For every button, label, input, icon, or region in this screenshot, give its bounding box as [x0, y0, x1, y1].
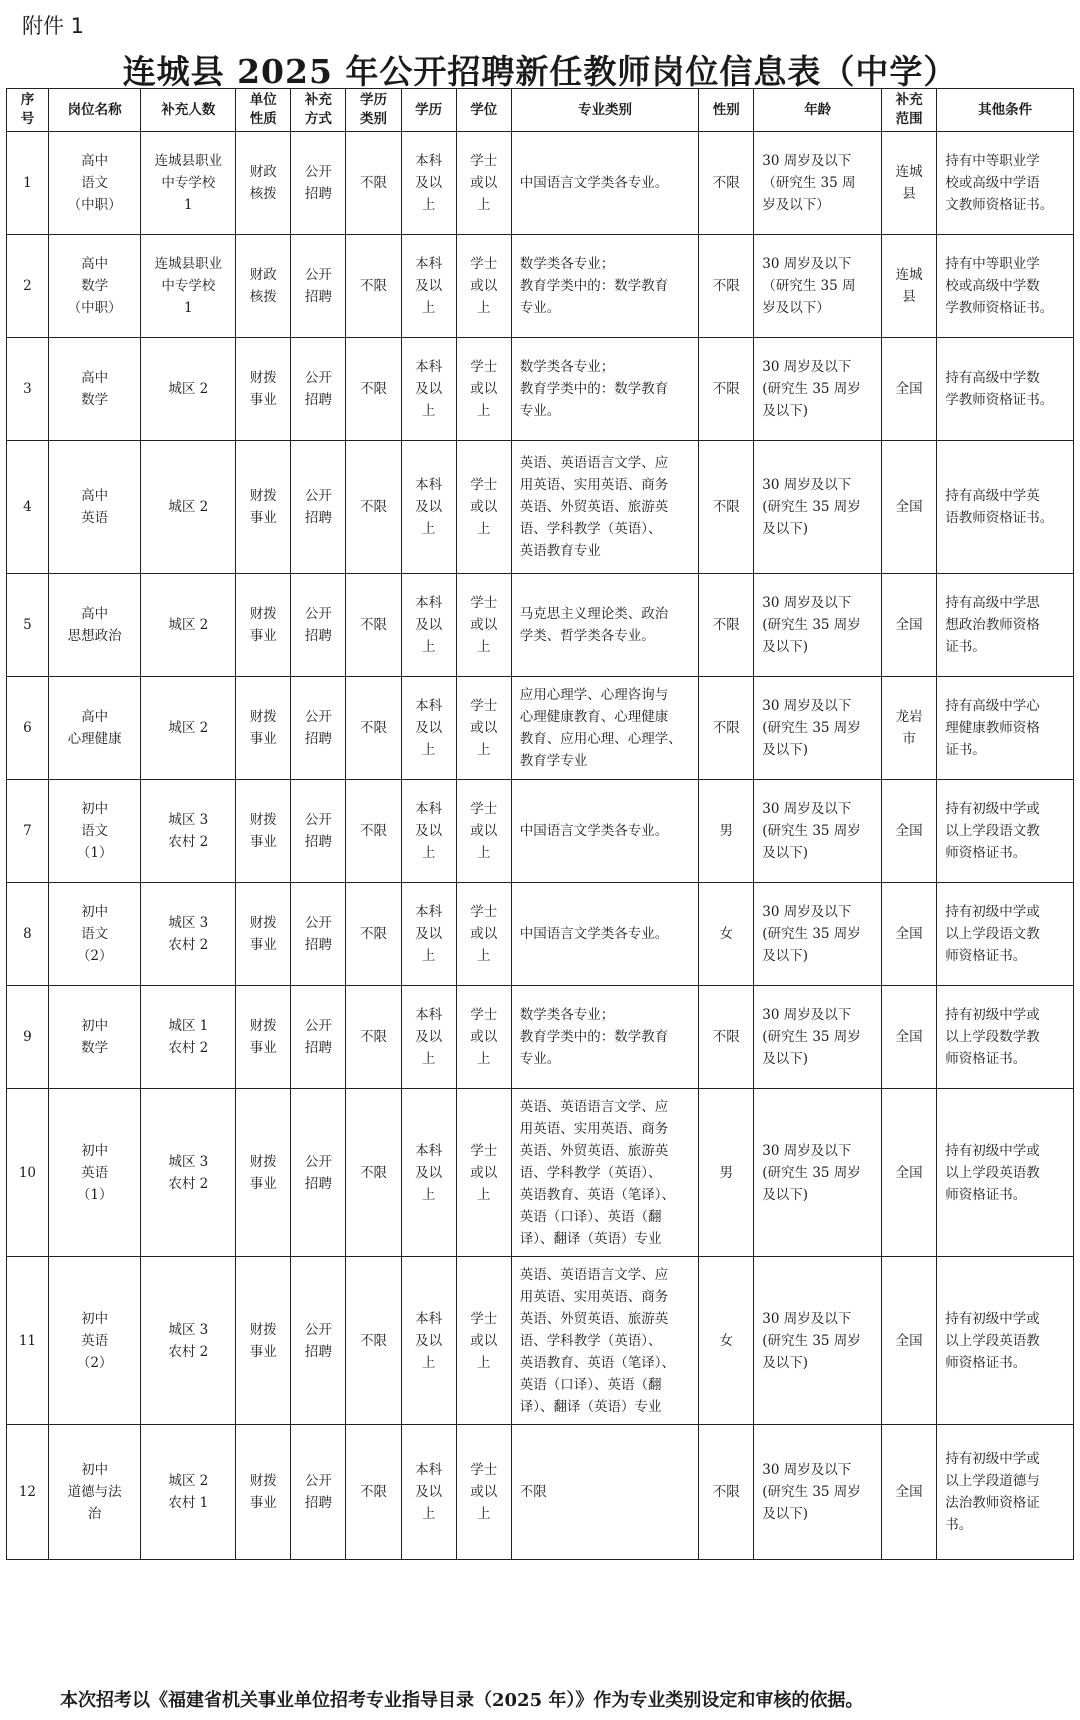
- cell-degree: 学士 或以 上: [456, 441, 511, 574]
- cell-no: 2: [7, 235, 49, 338]
- cell-major: 数学类各专业； 教育学类中的：数学教育 专业。: [511, 338, 698, 441]
- cell-nature: 财拨 事业: [236, 338, 291, 441]
- cell-edu: 本科 及以 上: [401, 883, 456, 986]
- cell-other: 持有初级中学或 以上学段语文教 师资格证书。: [937, 883, 1074, 986]
- table-row: [7, 1425, 1074, 1560]
- cell-edu-type: 不限: [346, 1425, 401, 1560]
- cell-major: 数学类各专业； 教育学类中的：数学教育 专业。: [511, 235, 698, 338]
- cell-degree: 学士 或以 上: [456, 883, 511, 986]
- cell-degree: 学士 或以 上: [456, 780, 511, 883]
- table-row: [7, 780, 1074, 883]
- cell-degree: 学士 或以 上: [456, 1425, 511, 1560]
- cell-edu-type: 不限: [346, 986, 401, 1089]
- table-row: [7, 1089, 1074, 1257]
- cell-edu: 本科 及以 上: [401, 132, 456, 235]
- cell-age: 30 周岁及以下 (研究生 35 周岁 及以下): [754, 338, 882, 441]
- cell-method: 公开 招聘: [291, 235, 346, 338]
- cell-age: 30 周岁及以下 （研究生 35 周 岁及以下）: [754, 235, 882, 338]
- cell-major: 不限: [511, 1425, 698, 1560]
- cell-degree: 学士 或以 上: [456, 338, 511, 441]
- cell-other: 持有初级中学或 以上学段英语教 师资格证书。: [937, 1089, 1074, 1257]
- cell-gender: 女: [699, 1257, 754, 1425]
- cell-gender: 女: [699, 883, 754, 986]
- cell-major: 英语、英语语言文学、应 用英语、实用英语、商务 英语、外贸英语、旅游英 语、学科教学（英语）、 英语教育、英语（笔译）、 英语（口译）、英语（翻 译）、翻译（英语）专业: [511, 1089, 698, 1257]
- cell-other: 持有高级中学数 学教师资格证书。: [937, 338, 1074, 441]
- col-header-degree: 学位: [456, 89, 511, 132]
- col-header-nature: 单位 性质: [236, 89, 291, 132]
- table-header-row: [7, 89, 1074, 132]
- cell-post: 初中 英语 （1）: [48, 1089, 141, 1257]
- cell-other: 持有中等职业学 校或高级中学语 文教师资格证书。: [937, 132, 1074, 235]
- cell-nature: 财拨 事业: [236, 883, 291, 986]
- cell-edu: 本科 及以 上: [401, 986, 456, 1089]
- cell-other: 持有初级中学或 以上学段英语教 师资格证书。: [937, 1257, 1074, 1425]
- table-row: [7, 235, 1074, 338]
- cell-method: 公开 招聘: [291, 1257, 346, 1425]
- cell-post: 初中 语文 （1）: [48, 780, 141, 883]
- cell-scope: 全国: [882, 1425, 937, 1560]
- cell-edu-type: 不限: [346, 132, 401, 235]
- cell-no: 7: [7, 780, 49, 883]
- cell-age: 30 周岁及以下 (研究生 35 周岁 及以下): [754, 883, 882, 986]
- cell-nature: 财拨 事业: [236, 574, 291, 677]
- cell-scope: 全国: [882, 1257, 937, 1425]
- cell-scope: 全国: [882, 1089, 937, 1257]
- col-header-method: 补充 方式: [291, 89, 346, 132]
- cell-method: 公开 招聘: [291, 1425, 346, 1560]
- cell-method: 公开 招聘: [291, 780, 346, 883]
- cell-edu: 本科 及以 上: [401, 677, 456, 780]
- cell-method: 公开 招聘: [291, 1089, 346, 1257]
- table-row: [7, 132, 1074, 235]
- footnote: 本次招考以《福建省机关事业单位招考专业指导目录（2025 年）》作为专业类别设定和审核的依据。: [60, 1690, 864, 1711]
- cell-gender: 不限: [699, 441, 754, 574]
- cell-major: 应用心理学、心理咨询与 心理健康教育、心理健康 教育、应用心理、心理学、 教育学专业: [511, 677, 698, 780]
- cell-quota: 城区 3 农村 2: [141, 1257, 236, 1425]
- table-row: [7, 441, 1074, 574]
- cell-scope: 连城 县: [882, 132, 937, 235]
- cell-age: 30 周岁及以下 (研究生 35 周岁 及以下): [754, 441, 882, 574]
- cell-edu: 本科 及以 上: [401, 574, 456, 677]
- cell-quota: 城区 2: [141, 441, 236, 574]
- cell-degree: 学士 或以 上: [456, 986, 511, 1089]
- cell-post: 初中 英语 （2）: [48, 1257, 141, 1425]
- cell-method: 公开 招聘: [291, 986, 346, 1089]
- cell-nature: 财拨 事业: [236, 1257, 291, 1425]
- cell-scope: 连城 县: [882, 235, 937, 338]
- cell-nature: 财拨 事业: [236, 986, 291, 1089]
- cell-major: 英语、英语语言文学、应 用英语、实用英语、商务 英语、外贸英语、旅游英 语、学科教学（英语）、 英语教育专业: [511, 441, 698, 574]
- col-header-edu: 学历: [401, 89, 456, 132]
- table-row: [7, 883, 1074, 986]
- cell-edu: 本科 及以 上: [401, 338, 456, 441]
- cell-other: 持有初级中学或 以上学段语文教 师资格证书。: [937, 780, 1074, 883]
- cell-method: 公开 招聘: [291, 132, 346, 235]
- table-row: [7, 338, 1074, 441]
- cell-other: 持有初级中学或 以上学段数学教 师资格证书。: [937, 986, 1074, 1089]
- cell-quota: 城区 2 农村 1: [141, 1425, 236, 1560]
- cell-degree: 学士 或以 上: [456, 1257, 511, 1425]
- cell-nature: 财拨 事业: [236, 1425, 291, 1560]
- cell-quota: 连城县职业 中专学校 1: [141, 132, 236, 235]
- cell-major: 中国语言文学类各专业。: [511, 132, 698, 235]
- cell-quota: 连城县职业 中专学校 1: [141, 235, 236, 338]
- cell-post: 高中 心理健康: [48, 677, 141, 780]
- cell-edu: 本科 及以 上: [401, 1089, 456, 1257]
- col-header-other: 其他条件: [937, 89, 1074, 132]
- col-header-quota: 补充人数: [141, 89, 236, 132]
- cell-gender: 不限: [699, 1425, 754, 1560]
- cell-quota: 城区 2: [141, 338, 236, 441]
- col-header-post: 岗位名称: [48, 89, 141, 132]
- cell-quota: 城区 2: [141, 677, 236, 780]
- recruitment-table: [6, 88, 1074, 1560]
- cell-no: 6: [7, 677, 49, 780]
- col-header-edu-type: 学历 类别: [346, 89, 401, 132]
- cell-scope: 全国: [882, 574, 937, 677]
- cell-method: 公开 招聘: [291, 441, 346, 574]
- cell-major: 英语、英语语言文学、应 用英语、实用英语、商务 英语、外贸英语、旅游英 语、学科教学（英语）、 英语教育、英语（笔译）、 英语（口译）、英语（翻 译）、翻译（英语）专业: [511, 1257, 698, 1425]
- cell-no: 10: [7, 1089, 49, 1257]
- cell-post: 初中 数学: [48, 986, 141, 1089]
- table-row: [7, 1257, 1074, 1425]
- cell-no: 3: [7, 338, 49, 441]
- cell-no: 5: [7, 574, 49, 677]
- cell-no: 8: [7, 883, 49, 986]
- cell-no: 9: [7, 986, 49, 1089]
- cell-age: 30 周岁及以下 (研究生 35 周岁 及以下): [754, 1089, 882, 1257]
- cell-no: 12: [7, 1425, 49, 1560]
- cell-scope: 全国: [882, 780, 937, 883]
- cell-scope: 全国: [882, 338, 937, 441]
- cell-other: 持有初级中学或 以上学段道德与 法治教师资格证 书。: [937, 1425, 1074, 1560]
- cell-degree: 学士 或以 上: [456, 677, 511, 780]
- cell-edu: 本科 及以 上: [401, 780, 456, 883]
- cell-quota: 城区 3 农村 2: [141, 1089, 236, 1257]
- cell-scope: 龙岩 市: [882, 677, 937, 780]
- cell-age: 30 周岁及以下 （研究生 35 周 岁及以下）: [754, 132, 882, 235]
- cell-method: 公开 招聘: [291, 677, 346, 780]
- cell-method: 公开 招聘: [291, 338, 346, 441]
- attachment-label: 附件 1: [22, 14, 85, 38]
- col-header-no: 序 号: [7, 89, 49, 132]
- cell-scope: 全国: [882, 986, 937, 1089]
- cell-gender: 不限: [699, 986, 754, 1089]
- col-header-gender: 性别: [699, 89, 754, 132]
- cell-nature: 财政 核拨: [236, 132, 291, 235]
- cell-post: 高中 语文 （中职）: [48, 132, 141, 235]
- cell-gender: 男: [699, 1089, 754, 1257]
- cell-degree: 学士 或以 上: [456, 235, 511, 338]
- cell-no: 1: [7, 132, 49, 235]
- cell-edu: 本科 及以 上: [401, 441, 456, 574]
- cell-degree: 学士 或以 上: [456, 1089, 511, 1257]
- table-row: [7, 574, 1074, 677]
- cell-major: 数学类各专业； 教育学类中的：数学教育 专业。: [511, 986, 698, 1089]
- cell-age: 30 周岁及以下 (研究生 35 周岁 及以下): [754, 1257, 882, 1425]
- cell-gender: 不限: [699, 338, 754, 441]
- cell-other: 持有中等职业学 校或高级中学数 学教师资格证书。: [937, 235, 1074, 338]
- cell-post: 高中 数学: [48, 338, 141, 441]
- cell-post: 高中 数学 （中职）: [48, 235, 141, 338]
- cell-post: 初中 道德与法 治: [48, 1425, 141, 1560]
- cell-quota: 城区 2: [141, 574, 236, 677]
- cell-nature: 财拨 事业: [236, 441, 291, 574]
- cell-major: 中国语言文学类各专业。: [511, 780, 698, 883]
- col-header-major: 专业类别: [511, 89, 698, 132]
- cell-age: 30 周岁及以下 (研究生 35 周岁 及以下): [754, 780, 882, 883]
- cell-method: 公开 招聘: [291, 574, 346, 677]
- cell-major: 马克思主义理论类、政治 学类、哲学类各专业。: [511, 574, 698, 677]
- cell-edu-type: 不限: [346, 780, 401, 883]
- cell-post: 高中 思想政治: [48, 574, 141, 677]
- cell-nature: 财拨 事业: [236, 780, 291, 883]
- cell-gender: 不限: [699, 132, 754, 235]
- cell-major: 中国语言文学类各专业。: [511, 883, 698, 986]
- cell-other: 持有高级中学思 想政治教师资格 证书。: [937, 574, 1074, 677]
- cell-edu: 本科 及以 上: [401, 1257, 456, 1425]
- cell-post: 高中 英语: [48, 441, 141, 574]
- cell-gender: 不限: [699, 574, 754, 677]
- cell-edu-type: 不限: [346, 441, 401, 574]
- page-title: 连城县 2025 年公开招聘新任教师岗位信息表（中学）: [122, 52, 958, 91]
- cell-scope: 全国: [882, 441, 937, 574]
- cell-edu: 本科 及以 上: [401, 1425, 456, 1560]
- cell-gender: 男: [699, 780, 754, 883]
- cell-method: 公开 招聘: [291, 883, 346, 986]
- cell-quota: 城区 3 农村 2: [141, 883, 236, 986]
- cell-quota: 城区 1 农村 2: [141, 986, 236, 1089]
- cell-edu-type: 不限: [346, 235, 401, 338]
- cell-other: 持有高级中学心 理健康教师资格 证书。: [937, 677, 1074, 780]
- cell-degree: 学士 或以 上: [456, 132, 511, 235]
- cell-age: 30 周岁及以下 (研究生 35 周岁 及以下): [754, 574, 882, 677]
- cell-nature: 财拨 事业: [236, 677, 291, 780]
- cell-gender: 不限: [699, 677, 754, 780]
- cell-edu-type: 不限: [346, 677, 401, 780]
- cell-degree: 学士 或以 上: [456, 574, 511, 677]
- cell-scope: 全国: [882, 883, 937, 986]
- cell-nature: 财政 核拨: [236, 235, 291, 338]
- col-header-scope: 补充 范围: [882, 89, 937, 132]
- table-row: [7, 677, 1074, 780]
- cell-nature: 财拨 事业: [236, 1089, 291, 1257]
- cell-no: 4: [7, 441, 49, 574]
- cell-quota: 城区 3 农村 2: [141, 780, 236, 883]
- table-row: [7, 986, 1074, 1089]
- cell-edu: 本科 及以 上: [401, 235, 456, 338]
- cell-edu-type: 不限: [346, 338, 401, 441]
- col-header-age: 年龄: [754, 89, 882, 132]
- cell-edu-type: 不限: [346, 1257, 401, 1425]
- cell-gender: 不限: [699, 235, 754, 338]
- cell-edu-type: 不限: [346, 883, 401, 986]
- cell-age: 30 周岁及以下 (研究生 35 周岁 及以下): [754, 677, 882, 780]
- cell-post: 初中 语文 （2）: [48, 883, 141, 986]
- cell-edu-type: 不限: [346, 1089, 401, 1257]
- cell-other: 持有高级中学英 语教师资格证书。: [937, 441, 1074, 574]
- cell-no: 11: [7, 1257, 49, 1425]
- cell-age: 30 周岁及以下 (研究生 35 周岁 及以下): [754, 1425, 882, 1560]
- cell-age: 30 周岁及以下 (研究生 35 周岁 及以下): [754, 986, 882, 1089]
- cell-edu-type: 不限: [346, 574, 401, 677]
